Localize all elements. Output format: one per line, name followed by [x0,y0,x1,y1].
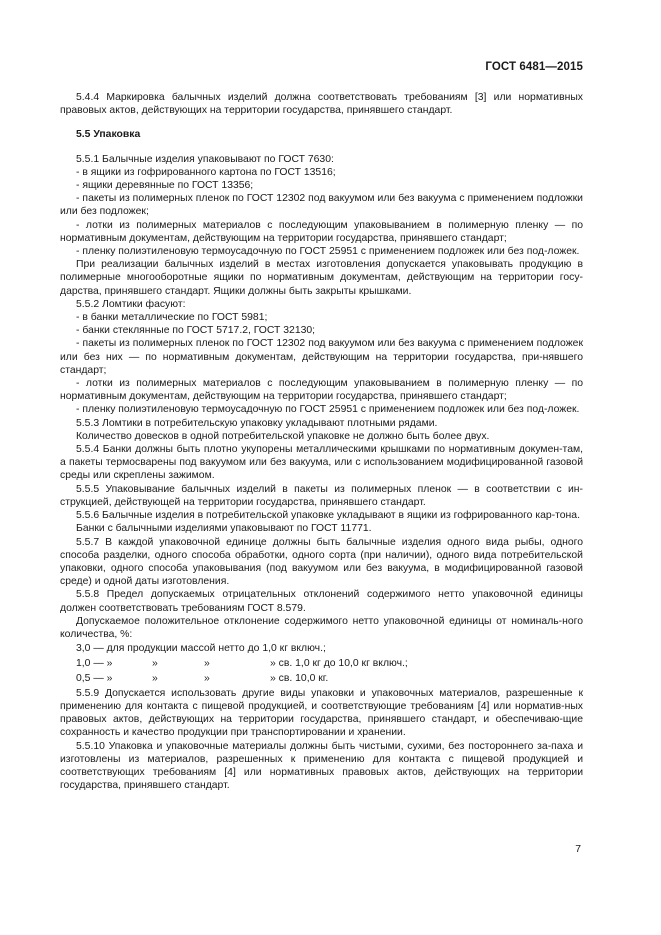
document-body [60,91,583,792]
paragraph: - пакеты из полимерных пленок по ГОСТ 12302 под вакуумом или без вакуума с применением подложки или без подложек; [60,193,583,218]
paragraph: 5.5.1 Балычные изделия упаковывают по ГОСТ 7630: [76,153,334,165]
paragraph: - пакеты из полимерных пленок по ГОСТ 12302 под вакуумом или без вакуума с применением подложек или без них — по нормативным документам, действующим на территории государства, при-нявшего стандарт; [60,338,583,376]
tolerance-cell: » [152,658,158,670]
tolerance-cell: 0,5 — » [76,673,113,685]
paragraph: 5.5.5 Упаковывание балычных изделий в пакеты из полимерных пленок — в соответствии с ин-струкцией, действующей на территории государства, принявшего стандарт. [60,483,583,508]
spacer [60,117,583,128]
paragraph: - пленку полиэтиленовую термоусадочную по ГОСТ 25951 с применением подложек или без под-ложек. [76,246,580,258]
paragraph: - пленку полиэтиленовую термоусадочную по ГОСТ 25951 с применением подложек или без под-ложек. [76,404,580,416]
paragraph: 5.5.4 Банки должны быть плотно укупорены металлическими крышками по нормативным докумен-там, а пакеты термосварены под вакуумом или без вакуума, или с использованием модифицированной газовой среды или скреплены зажимом. [60,444,583,482]
paragraph: 5.5.7 В каждой упаковочной единице должны быть балычные изделия одного вида рыбы, одного способа разделки, одного способа обработки, одного сорта (при наличии), одного вида потребительской упаковки, одного способа упаковывания (под вакуумом или без вакуума, в модифицированной газовой среде) и одной даты изготовления. [60,536,583,588]
tolerance-list [60,641,583,687]
tolerance-cell: » св. 10,0 кг. [270,673,329,685]
paragraph: Допускаемое положительное отклонение содержимого нетто упаковочной единицы от номиналь-ного количества, %: [60,615,583,640]
text-section-before [60,91,583,641]
paragraph: - ящики деревянные по ГОСТ 13356; [76,180,254,192]
text-section-after [60,687,583,793]
paragraph: - лотки из полимерных материалов с последующим упаковыванием в полимерную пленку — по нормативным документам, действующим на территории государства, принявшего стандарт; [60,219,583,244]
paragraph: - в банки металлические по ГОСТ 5981; [76,312,268,324]
tolerance-cell: » св. 1,0 кг до 10,0 кг включ.; [270,658,408,670]
tolerance-cell: » [204,658,210,670]
paragraph: 5.5.6 Балычные изделия в потребительской упаковке укладывают в ящики из гофрированного кар-тона. [76,510,580,522]
tolerance-row: 3,0 — для продукции массой нетто до 1,0 кг включ.; [76,643,326,655]
section-heading: 5.5 Упаковка [76,129,141,141]
paragraph: 5.5.3 Ломтики в потребительскую упаковку укладывают плотными рядами. [76,417,438,429]
paragraph: Банки с балычными изделиями упаковывают по ГОСТ 11771. [76,523,372,535]
tolerance-cell: 1,0 — » [76,658,113,670]
paragraph: 5.5.8 Предел допускаемых отрицательных отклонений содержимого нетто упаковочной единицы должен соответствовать требованиям ГОСТ 8.579. [60,589,583,614]
tolerance-cell: » [204,673,210,685]
page-number: 7 [575,844,581,855]
tolerance-row [60,672,583,687]
paragraph: 5.5.2 Ломтики фасуют: [76,298,186,310]
paragraph: Количество довесков в одной потребительской упаковке не должно быть более двух. [76,430,490,442]
paragraph: - в ящики из гофрированного картона по ГОСТ 13516; [76,166,336,178]
tolerance-cell: » [152,673,158,685]
paragraph: 5.5.9 Допускается использовать другие виды упаковки и упаковочных материалов, разрешенные к применению для контакта с пищевой продукцией, и соответствующие требованиям [4] или норматив-ных правовых актов, действующих на территории государства, принявшего стандарт, и обеспечиваю-щие сохранность и качество продукции при транспортировании и хранении. [60,687,583,739]
paragraph: 5.4.4 Маркировка балычных изделий должна соответствовать требованиям [3] или нормативных правовых актов, действующих на территории государства, принявшего стандарт. [60,92,583,117]
paragraph: 5.5.10 Упаковка и упаковочные материалы должны быть чистыми, сухими, без постороннего за-паха и изготовлены из материалов, разрешенных к применению для контакта с пищевой продукцией и соответствующих требованиям [4] или нормативных правовых актов, действующих на территории государства, принявшего стандарт. [60,740,583,792]
spacer [60,142,583,153]
tolerance-row [60,656,583,671]
document-header-id: ГОСТ 6481—2015 [485,61,583,73]
paragraph: При реализации балычных изделий в местах изготовления допускается упаковывать продукцию в полимерные многооборотные ящики по нормативным документам, действующим на территории госу-дарства, принявшего стандарт. Ящики должны быть закрыты крышками. [60,259,583,297]
paragraph: - лотки из полимерных материалов с последующим упаковыванием в полимерную пленку — по нормативным документам, действующим на территории государства, принявшего стандарт; [60,378,583,403]
paragraph: - банки стеклянные по ГОСТ 5717.2, ГОСТ 32130; [76,325,316,337]
